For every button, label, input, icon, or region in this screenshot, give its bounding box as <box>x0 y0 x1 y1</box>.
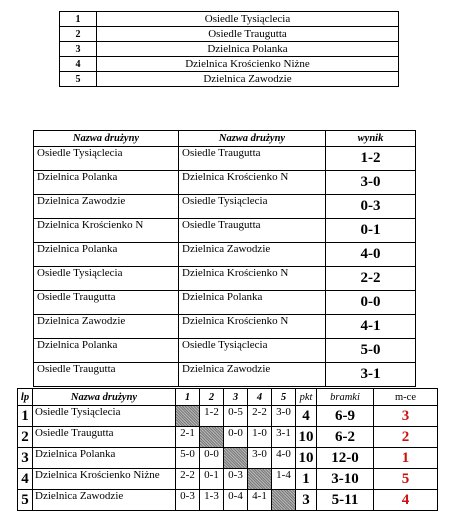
away-team: Dzielnica Zawodzie <box>179 243 326 267</box>
match-score: 0-3 <box>326 195 416 219</box>
home-team: Osiedle Tysiąclecia <box>34 147 179 171</box>
points: 10 <box>296 448 317 469</box>
table-row <box>34 339 416 363</box>
match-results-table <box>33 130 416 387</box>
place: 2 <box>374 427 438 448</box>
match-score: 5-0 <box>326 339 416 363</box>
table-row <box>34 195 416 219</box>
team-name: Dzielnica Polanka <box>33 448 176 469</box>
header-away-team: Nazwa drużyny <box>179 131 326 147</box>
score-cell: 2-2 <box>176 469 200 490</box>
score-cell: 0-1 <box>200 469 224 490</box>
score-cell: 2-2 <box>248 406 272 427</box>
match-score: 1-2 <box>326 147 416 171</box>
score-cell: 0-3 <box>176 490 200 511</box>
score-cell: 0-0 <box>224 427 248 448</box>
table-row <box>18 427 438 448</box>
table-row <box>18 490 438 511</box>
table-row <box>34 147 416 171</box>
home-team: Osiedle Traugutta <box>34 291 179 315</box>
header-points: pkt <box>296 389 317 406</box>
place: 4 <box>374 490 438 511</box>
match-score: 2-2 <box>326 267 416 291</box>
header-result: wynik <box>326 131 416 147</box>
team-name: Dzielnica Zawodzie <box>97 72 399 87</box>
away-team: Dzielnica Krościenko N <box>179 171 326 195</box>
goals: 3-10 <box>317 469 374 490</box>
score-cell: 0-5 <box>224 406 248 427</box>
match-score: 3-1 <box>326 363 416 387</box>
score-cell: 1-0 <box>248 427 272 448</box>
home-team: Dzielnica Polanka <box>34 339 179 363</box>
row-number: 5 <box>18 490 33 511</box>
teams-list-table <box>59 11 399 87</box>
match-score: 3-0 <box>326 171 416 195</box>
table-row <box>34 291 416 315</box>
standings-table <box>17 388 438 511</box>
header-place: m-ce <box>374 389 438 406</box>
away-team: Dzielnica Krościenko N <box>179 267 326 291</box>
table-header-row <box>18 389 438 406</box>
header-lp: lp <box>18 389 33 406</box>
away-team: Osiedle Tysiąclecia <box>179 339 326 363</box>
home-team: Dzielnica Zawodzie <box>34 195 179 219</box>
home-team: Dzielnica Krościenko N <box>34 219 179 243</box>
team-name: Osiedle Tysiąclecia <box>97 12 399 27</box>
home-team: Osiedle Tysiąclecia <box>34 267 179 291</box>
home-team: Dzielnica Polanka <box>34 243 179 267</box>
table-row <box>34 171 416 195</box>
points: 10 <box>296 427 317 448</box>
row-number: 2 <box>18 427 33 448</box>
match-score: 4-0 <box>326 243 416 267</box>
team-number: 1 <box>60 12 97 27</box>
home-team: Dzielnica Polanka <box>34 171 179 195</box>
place: 1 <box>374 448 438 469</box>
self-match-cell <box>224 448 248 469</box>
score-cell: 3-0 <box>248 448 272 469</box>
place: 5 <box>374 469 438 490</box>
goals: 6-2 <box>317 427 374 448</box>
score-cell: 5-0 <box>176 448 200 469</box>
table-row <box>60 72 399 87</box>
row-number: 4 <box>18 469 33 490</box>
self-match-cell <box>200 427 224 448</box>
table-row <box>60 12 399 27</box>
table-header-row <box>34 131 416 147</box>
points: 4 <box>296 406 317 427</box>
away-team: Osiedle Traugutta <box>179 219 326 243</box>
table-row <box>18 469 438 490</box>
team-name: Dzielnica Krościenko Niżne <box>33 469 176 490</box>
table-row <box>34 363 416 387</box>
team-name: Dzielnica Polanka <box>97 42 399 57</box>
goals: 6-9 <box>317 406 374 427</box>
away-team: Osiedle Tysiąclecia <box>179 195 326 219</box>
header-home-team: Nazwa drużyny <box>34 131 179 147</box>
team-number: 2 <box>60 27 97 42</box>
row-number: 3 <box>18 448 33 469</box>
points: 1 <box>296 469 317 490</box>
score-cell: 0-4 <box>224 490 248 511</box>
team-number: 5 <box>60 72 97 87</box>
table-row <box>34 219 416 243</box>
header-team: Nazwa drużyny <box>33 389 176 406</box>
header-col-1: 1 <box>176 389 200 406</box>
points: 3 <box>296 490 317 511</box>
match-score: 0-0 <box>326 291 416 315</box>
row-number: 1 <box>18 406 33 427</box>
team-name: Osiedle Tysiąclecia <box>33 406 176 427</box>
table-row <box>60 27 399 42</box>
team-name: Osiedle Traugutta <box>97 27 399 42</box>
score-cell: 0-0 <box>200 448 224 469</box>
header-col-3: 3 <box>224 389 248 406</box>
team-number: 4 <box>60 57 97 72</box>
goals: 12-0 <box>317 448 374 469</box>
self-match-cell <box>248 469 272 490</box>
score-cell: 1-3 <box>200 490 224 511</box>
score-cell: 0-3 <box>224 469 248 490</box>
self-match-cell <box>272 490 296 511</box>
score-cell: 1-2 <box>200 406 224 427</box>
goals: 5-11 <box>317 490 374 511</box>
team-name: Dzielnica Zawodzie <box>33 490 176 511</box>
match-score: 0-1 <box>326 219 416 243</box>
score-cell: 3-0 <box>272 406 296 427</box>
away-team: Osiedle Traugutta <box>179 147 326 171</box>
team-name: Osiedle Traugutta <box>33 427 176 448</box>
table-row <box>34 315 416 339</box>
place: 3 <box>374 406 438 427</box>
home-team: Dzielnica Zawodzie <box>34 315 179 339</box>
header-col-2: 2 <box>200 389 224 406</box>
home-team: Osiedle Traugutta <box>34 363 179 387</box>
away-team: Dzielnica Zawodzie <box>179 363 326 387</box>
match-score: 4-1 <box>326 315 416 339</box>
table-row <box>34 243 416 267</box>
table-row <box>60 57 399 72</box>
header-col-4: 4 <box>248 389 272 406</box>
table-row <box>60 42 399 57</box>
score-cell: 3-1 <box>272 427 296 448</box>
away-team: Dzielnica Krościenko N <box>179 315 326 339</box>
team-number: 3 <box>60 42 97 57</box>
table-row <box>34 267 416 291</box>
score-cell: 2-1 <box>176 427 200 448</box>
team-name: Dzielnica Krościenko Niżne <box>97 57 399 72</box>
header-col-5: 5 <box>272 389 296 406</box>
score-cell: 1-4 <box>272 469 296 490</box>
score-cell: 4-1 <box>248 490 272 511</box>
table-row <box>18 448 438 469</box>
header-goals: bramki <box>317 389 374 406</box>
table-row <box>18 406 438 427</box>
self-match-cell <box>176 406 200 427</box>
away-team: Dzielnica Polanka <box>179 291 326 315</box>
score-cell: 4-0 <box>272 448 296 469</box>
